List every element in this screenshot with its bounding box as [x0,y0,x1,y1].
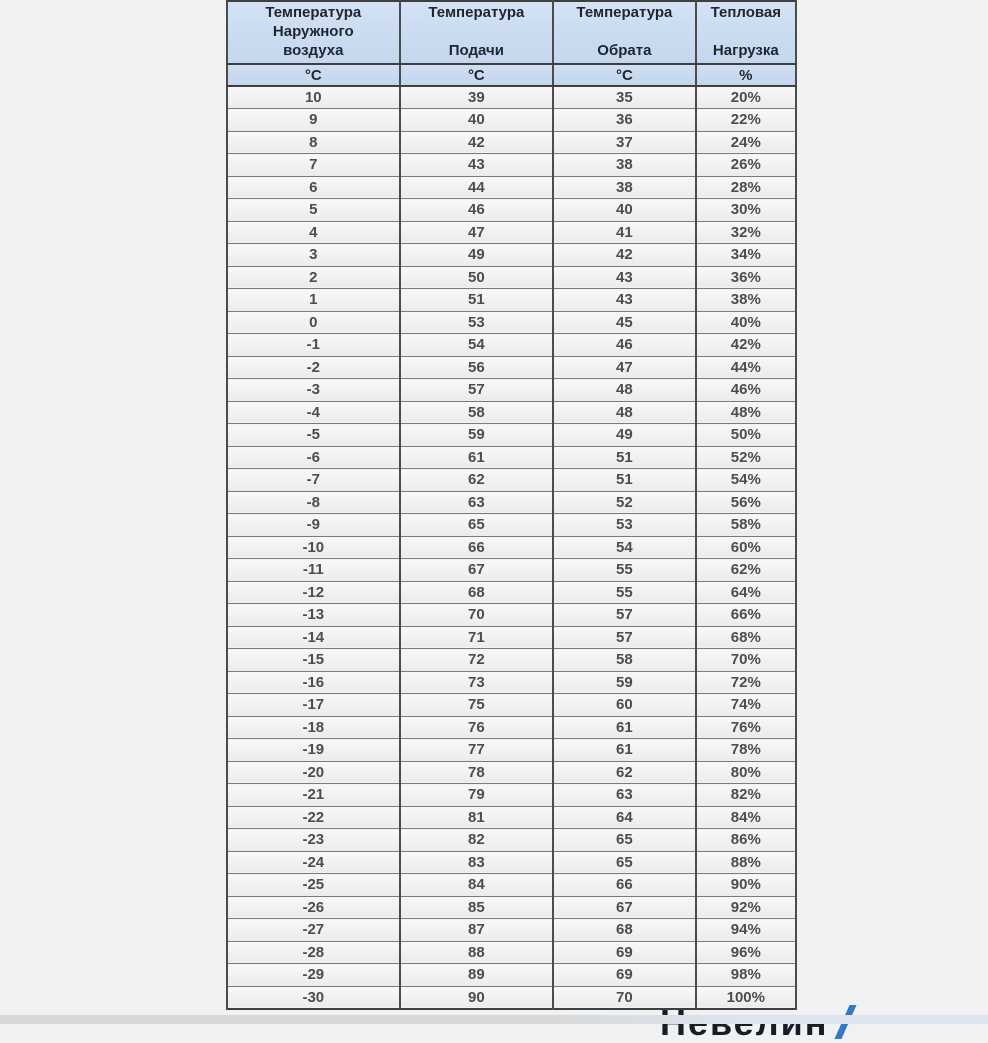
table-cell: 54 [553,536,696,559]
table-cell: 82 [400,829,554,852]
table-cell: 61 [400,446,554,469]
table-cell: 30% [696,199,796,222]
table-cell: 67 [553,896,696,919]
table-cell: 37 [553,131,696,154]
table-cell: 68 [400,581,554,604]
table-cell: 57 [553,626,696,649]
table-cell: 6 [227,176,400,199]
table-row [227,514,796,537]
table-row [227,739,796,762]
table-cell: 52% [696,446,796,469]
table-cell: 40 [400,109,554,132]
table-cell: -28 [227,941,400,964]
table-cell: 48 [553,401,696,424]
table-row [227,851,796,874]
table-cell: 78% [696,739,796,762]
table-cell: -25 [227,874,400,897]
table-cell: 9 [227,109,400,132]
table-cell: 56 [400,356,554,379]
table-cell: 73 [400,671,554,694]
table-cell: 47 [553,356,696,379]
table-cell: 83 [400,851,554,874]
table-cell: 65 [553,829,696,852]
table-cell: -22 [227,806,400,829]
table-row [227,784,796,807]
table-row [227,289,796,312]
table-cell: 43 [553,289,696,312]
table-row [227,716,796,739]
table-row [227,221,796,244]
header-line: Подачи [448,42,504,59]
table-cell: 46 [400,199,554,222]
table-cell: -6 [227,446,400,469]
table-cell: -16 [227,671,400,694]
table-cell: 43 [400,154,554,177]
table-cell: 64% [696,581,796,604]
table-cell: 50 [400,266,554,289]
table-cell: 5 [227,199,400,222]
table-cell: 63 [400,491,554,514]
table-cell: 88 [400,941,554,964]
table-cell: 58 [553,649,696,672]
units-row [227,64,796,86]
table-cell: 49 [400,244,554,267]
table-cell: 51 [553,469,696,492]
table-cell: 79 [400,784,554,807]
table-cell: 90% [696,874,796,897]
header-line: Температура [428,4,525,21]
header-return-temperature [553,1,696,64]
table-cell: 39 [400,86,554,109]
table-cell: 54% [696,469,796,492]
table-row [227,761,796,784]
table-cell: 57 [553,604,696,627]
table-cell: 55 [553,581,696,604]
table-row [227,649,796,672]
table-cell: 74% [696,694,796,717]
table-cell: 35 [553,86,696,109]
header-row [227,1,796,64]
table-cell: -24 [227,851,400,874]
table-row [227,154,796,177]
table-cell: 85 [400,896,554,919]
table-cell: 88% [696,851,796,874]
table-cell: 100% [696,986,796,1009]
table-cell: 0 [227,311,400,334]
table-cell: 58 [400,401,554,424]
table-cell: 54 [400,334,554,357]
table-row [227,311,796,334]
table-cell: 4 [227,221,400,244]
table-cell: -8 [227,491,400,514]
table-cell: -11 [227,559,400,582]
table-row [227,896,796,919]
table-cell: 44% [696,356,796,379]
table-cell: 8 [227,131,400,154]
table-body [227,86,796,1009]
header-line: Температура [265,4,362,21]
table-cell: -18 [227,716,400,739]
table-cell: -13 [227,604,400,627]
table-cell: -10 [227,536,400,559]
unit-cell-celsius: °C [400,64,554,86]
table-row [227,806,796,829]
table-cell: 57 [400,379,554,402]
table-cell: 60 [553,694,696,717]
table-cell: 84% [696,806,796,829]
table-cell: -21 [227,784,400,807]
table-cell: 62% [696,559,796,582]
table-cell: 76 [400,716,554,739]
table-cell: 65 [553,851,696,874]
table-cell: 66% [696,604,796,627]
table-cell: -15 [227,649,400,672]
table-cell: 1 [227,289,400,312]
table-cell: 84 [400,874,554,897]
table-cell: 42 [553,244,696,267]
table-cell: 78 [400,761,554,784]
table-cell: 56% [696,491,796,514]
table-row [227,559,796,582]
table-cell: 63 [553,784,696,807]
table-row [227,626,796,649]
table-cell: 60% [696,536,796,559]
table-cell: 98% [696,964,796,987]
table-row [227,424,796,447]
table-cell: 41 [553,221,696,244]
table-row [227,266,796,289]
table-row [227,604,796,627]
header-line: Наружного [272,23,354,40]
unit-cell-percent: % [696,64,796,86]
table-row [227,919,796,942]
table-cell: 68% [696,626,796,649]
table-cell: 51 [400,289,554,312]
table-cell: -12 [227,581,400,604]
header-line: Температура [576,4,673,21]
table-row [227,536,796,559]
table-cell: 46 [553,334,696,357]
header-supply-temperature [400,1,554,64]
header-line: Нагрузка [712,42,779,59]
table-cell: -29 [227,964,400,987]
table-cell: 24% [696,131,796,154]
table-cell: 32% [696,221,796,244]
table-cell: 53 [400,311,554,334]
table-cell: -26 [227,896,400,919]
table-cell: 2 [227,266,400,289]
table-cell: 38 [553,154,696,177]
header-line: Тепловая [710,4,782,21]
table-cell: 70% [696,649,796,672]
table-row [227,694,796,717]
table-cell: 76% [696,716,796,739]
table-cell: 86% [696,829,796,852]
table-cell: -4 [227,401,400,424]
table-cell: 67 [400,559,554,582]
table-row [227,131,796,154]
table-cell: 87 [400,919,554,942]
table-cell: 59 [400,424,554,447]
table-cell: 28% [696,176,796,199]
table-cell: 90 [400,986,554,1009]
table-cell: 38 [553,176,696,199]
table-row [227,244,796,267]
table-cell: 62 [400,469,554,492]
table-cell: 59 [553,671,696,694]
table-row [227,581,796,604]
table-cell: 46% [696,379,796,402]
header-line: Обрата [597,42,652,59]
table-row [227,986,796,1009]
table-cell: 47 [400,221,554,244]
table-cell: -17 [227,694,400,717]
table-cell: -23 [227,829,400,852]
table-cell: 82% [696,784,796,807]
table-cell: 7 [227,154,400,177]
table-row [227,109,796,132]
table-cell: 20% [696,86,796,109]
table-cell: 58% [696,514,796,537]
table-row [227,469,796,492]
table-cell: 44 [400,176,554,199]
table-cell: 72% [696,671,796,694]
table-cell: 64 [553,806,696,829]
heating-curve-table [226,0,797,1010]
table-cell: 45 [553,311,696,334]
bottom-strip [0,1015,988,1024]
table-row [227,491,796,514]
table-cell: 3 [227,244,400,267]
table-cell: 61 [553,716,696,739]
unit-cell-celsius: °C [227,64,400,86]
table-cell: 75 [400,694,554,717]
table-cell: 81 [400,806,554,829]
table-cell: 52 [553,491,696,514]
table-cell: 92% [696,896,796,919]
table-cell: 69 [553,964,696,987]
table-cell: -20 [227,761,400,784]
table-row [227,874,796,897]
table-cell: 62 [553,761,696,784]
table-cell: 70 [553,986,696,1009]
header-outdoor-temperature [227,1,400,64]
table-cell: 53 [553,514,696,537]
table-cell: 40 [553,199,696,222]
table-cell: 42 [400,131,554,154]
table-cell: -9 [227,514,400,537]
table-cell: 42% [696,334,796,357]
table-row [227,964,796,987]
table-row [227,176,796,199]
header-heat-load [696,1,796,64]
table-cell: 69 [553,941,696,964]
table-cell: 71 [400,626,554,649]
table-row [227,446,796,469]
table-cell: 65 [400,514,554,537]
table-cell: 38% [696,289,796,312]
table-cell: -5 [227,424,400,447]
table-cell: 43 [553,266,696,289]
table-cell: 22% [696,109,796,132]
table-cell: -14 [227,626,400,649]
table-row [227,829,796,852]
table-row [227,334,796,357]
table-row [227,379,796,402]
table-cell: 66 [400,536,554,559]
table-cell: 10 [227,86,400,109]
table-row [227,401,796,424]
unit-cell-celsius: °C [553,64,696,86]
table-cell: -2 [227,356,400,379]
header-line: воздуха [283,42,344,59]
table-cell: -1 [227,334,400,357]
table-cell: 70 [400,604,554,627]
table-cell: 48 [553,379,696,402]
table-cell: 94% [696,919,796,942]
table-cell: -27 [227,919,400,942]
table-cell: -30 [227,986,400,1009]
table-cell: -7 [227,469,400,492]
table-cell: 48% [696,401,796,424]
table-row [227,86,796,109]
table-cell: 80% [696,761,796,784]
table-row [227,671,796,694]
table-cell: 50% [696,424,796,447]
table-cell: 55 [553,559,696,582]
table-cell: 34% [696,244,796,267]
temperature-load-table [226,0,797,1010]
table-row [227,356,796,379]
table-cell: 61 [553,739,696,762]
table-row [227,941,796,964]
table-cell: 36% [696,266,796,289]
table-cell: 68 [553,919,696,942]
table-cell: 51 [553,446,696,469]
table-row [227,199,796,222]
table-cell: -19 [227,739,400,762]
table-cell: 72 [400,649,554,672]
table-cell: 66 [553,874,696,897]
table-cell: 89 [400,964,554,987]
table-cell: 96% [696,941,796,964]
table-cell: -3 [227,379,400,402]
table-cell: 26% [696,154,796,177]
table-cell: 36 [553,109,696,132]
table-cell: 77 [400,739,554,762]
table-cell: 40% [696,311,796,334]
table-cell: 49 [553,424,696,447]
